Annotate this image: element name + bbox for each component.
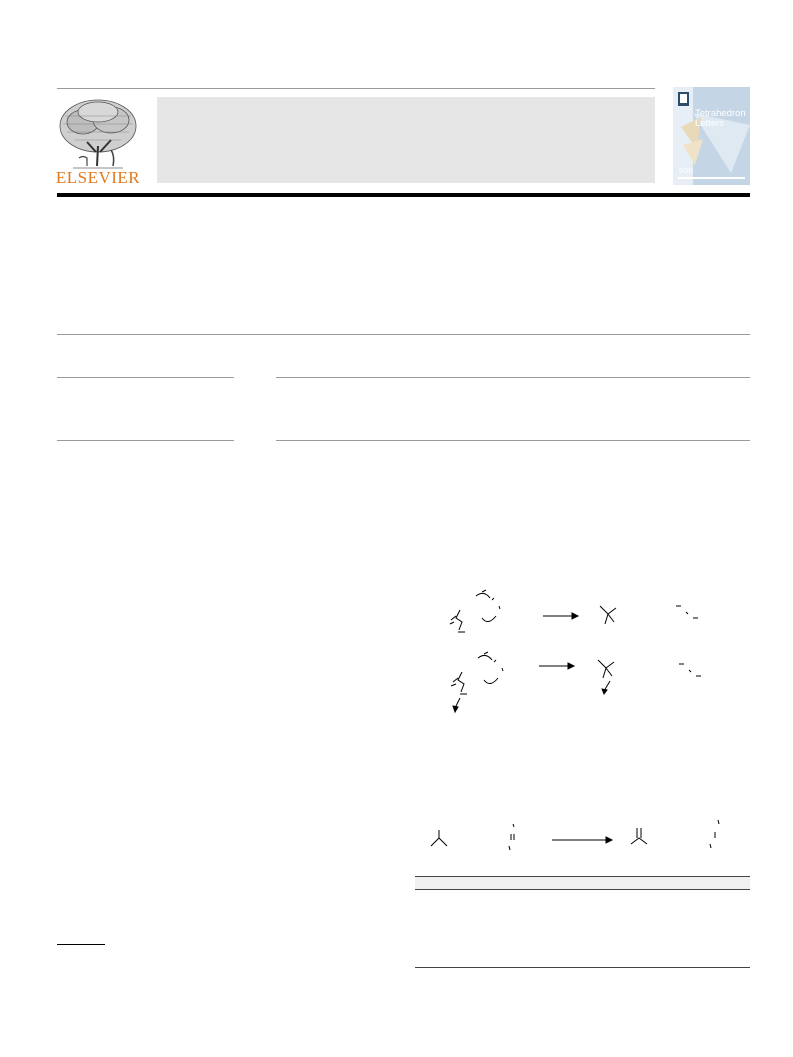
scheme-bond [598, 660, 614, 678]
scheme-bond [458, 672, 464, 692]
scheme-bond [453, 678, 458, 682]
scheme-bond [431, 830, 447, 846]
scheme-bond [484, 678, 498, 684]
article-info-left-upper-rule [57, 377, 234, 378]
masthead-box [157, 97, 655, 183]
scheme-bond [450, 622, 454, 624]
scheme-bond [509, 846, 510, 850]
publisher-name: ELSEVIER [55, 168, 141, 187]
scheme-2-figure [425, 818, 735, 858]
reaction-arrow-head [572, 613, 578, 619]
scheme-bond [451, 616, 456, 620]
table-header-band [415, 876, 750, 889]
scheme-bond [600, 606, 616, 624]
scheme-bond [482, 616, 496, 622]
article-info-top-rule [57, 334, 750, 335]
scheme-bond [513, 824, 514, 827]
scheme-bond [686, 612, 688, 614]
cover-badge: 50th [679, 168, 693, 175]
abstract-upper-rule [276, 377, 750, 378]
scheme-bond [499, 606, 500, 609]
scheme-bond [451, 684, 456, 686]
scheme-wedge [453, 706, 458, 712]
scheme-bond [476, 593, 490, 598]
scheme-bond [484, 652, 488, 654]
scheme-bond [502, 668, 503, 671]
scheme-bond [689, 670, 691, 672]
scheme-1-figure [440, 588, 720, 718]
header-thick-rule [57, 193, 750, 197]
scheme-bond [494, 660, 496, 662]
reaction-arrow-head [606, 837, 612, 843]
scheme-bond [456, 610, 462, 630]
scheme-bond [710, 844, 711, 848]
abstract-lower-rule [276, 440, 750, 441]
table-top-rule [415, 876, 750, 877]
scheme-bond [631, 828, 647, 844]
cover-title: Tetrahedron Letters [695, 108, 746, 129]
table-bottom-rule [415, 967, 750, 968]
scheme-bond [492, 598, 494, 600]
scheme-bond [482, 590, 486, 592]
scheme-bond [718, 820, 719, 824]
scheme-wedge [602, 689, 607, 694]
article-info-left-lower-rule [57, 440, 234, 441]
scheme-bond [478, 655, 492, 660]
table-header-rule [415, 889, 750, 890]
header-top-rule [57, 88, 655, 89]
footnote-rule [57, 944, 105, 945]
reaction-arrow-head [568, 663, 574, 669]
